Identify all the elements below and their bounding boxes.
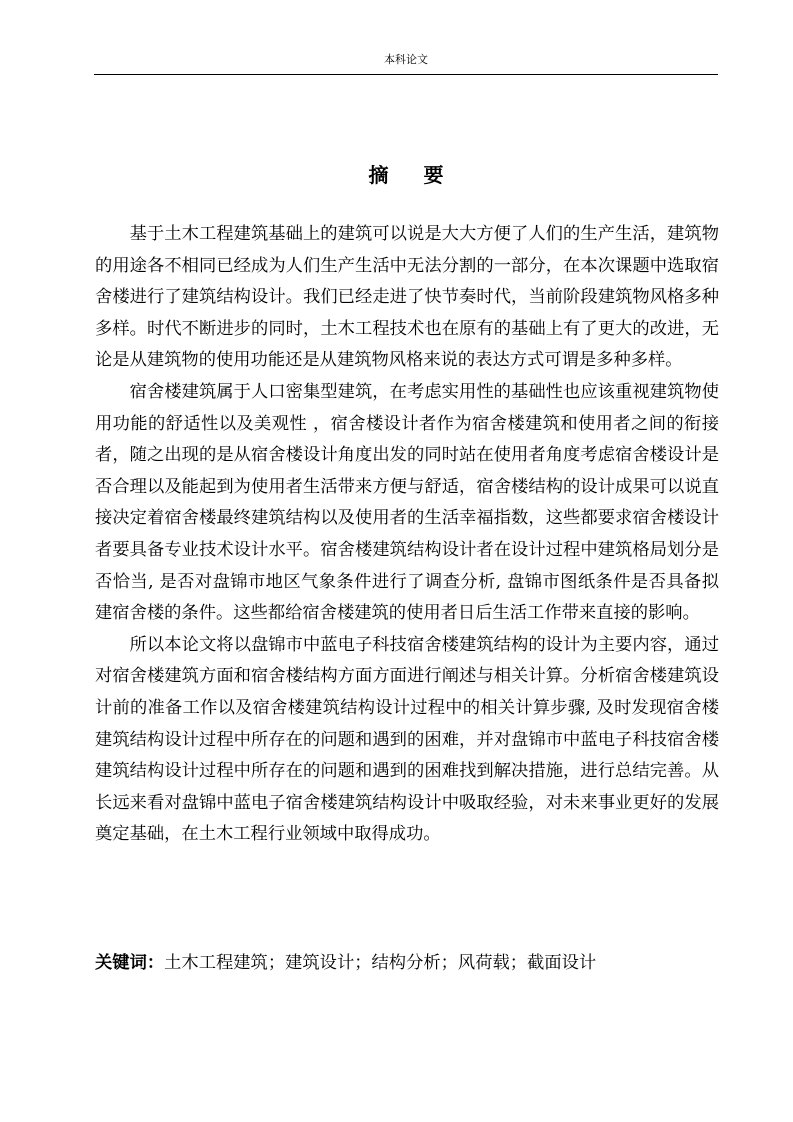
abstract-paragraph: 所以本论文将以盘锦市中蓝电子科技宿舍楼建筑结构的设计为主要内容，通过对宿舍楼建筑方面和宿舍楼结构方面方面进行阐述与相关计算。分析宿舍楼建筑设计前的准备工作以及宿舍楼建筑结构设计过程中的相关计算步骤, 及时发现宿舍楼建筑结构设计过程中所存在的问题和遇到的困难，并对盘锦市中蓝电子科技宿舍楼建筑结构设计过程中所存在的问题和遇到的困难找到解决措施，进行总结完善。从长远来看对盘锦中蓝电子宿舍楼建筑结构设计中吸取经验，对未来事业更好的发展奠定基础，在土木工程行业领域中取得成功。 (95, 634, 719, 845)
abstract-paragraph: 宿舍楼建筑属于人口密集型建筑，在考虑实用性的基础性也应该重视建筑物使用功能的舒适性以及美观性 ，宿舍楼设计者作为宿舍楼建筑和使用者之间的衔接者，随之出现的是从宿舍楼设计角度出发的同时站在使用者角度考虑宿舍楼设计是否合理以及能起到为使用者生活带来方便与舒适，宿舍楼结构的设计成果可以说直接决定着宿舍楼最终建筑结构以及使用者的生活幸福指数，这些都要求宿舍楼设计者要具备专业技术设计水平。宿舍楼建筑结构设计者在设计过程中建筑格局划分是否恰当, 是否对盘锦市地区气象条件进行了调查分析, 盘锦市图纸条件是否具备拟建宿舍楼的条件。这些都给宿舍楼建筑的使用者日后生活工作带来直接的影响。 (95, 381, 719, 624)
abstract-body (95, 219, 719, 851)
header-text: 本科论文 (384, 53, 428, 66)
keywords-label: 关键词： (95, 953, 165, 973)
abstract-paragraph: 基于土木工程建筑基础上的建筑可以说是大大方便了人们的生产生活，建筑物的用途各不相同已经成为人们生产生活中无法分割的一部分，在本次课题中选取宿舍楼进行了建筑结构设计。我们已经走进了快节奏时代，当前阶段建筑物风格多种多样。时代不断进步的同时，土木工程技术也在原有的基础上有了更大的改进，无论是从建筑物的使用功能还是从建筑物风格来说的表达方式可谓是多种多样。 (95, 224, 719, 371)
keywords-line (95, 948, 719, 978)
abstract-title: 摘 要 (368, 163, 458, 187)
keywords-text: 土木工程建筑；建筑设计；结构分析；风荷载；截面设计 (164, 953, 597, 973)
page-header (94, 52, 718, 75)
